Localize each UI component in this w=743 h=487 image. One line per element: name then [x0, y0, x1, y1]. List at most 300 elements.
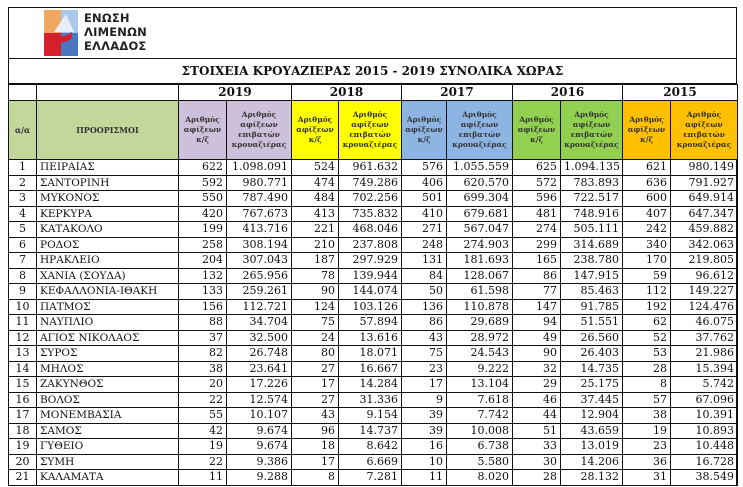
cell-2017-ships: 11 — [402, 470, 447, 486]
cell-2017-ships: 17 — [402, 377, 447, 393]
destination-name: ΜΥΚΟΝΟΣ — [37, 191, 179, 207]
row-index: 14 — [9, 361, 37, 377]
cell-2016-ships: 572 — [513, 175, 561, 191]
cell-2018-passengers: 144.074 — [339, 284, 402, 300]
cell-2016-ships: 481 — [513, 206, 561, 222]
cell-2019-passengers: 265.956 — [227, 268, 292, 284]
cell-2016-passengers: 13.019 — [561, 439, 623, 455]
row-index: 15 — [9, 377, 37, 393]
cell-2016-passengers: 28.132 — [561, 470, 623, 486]
row-index: 8 — [9, 268, 37, 284]
cell-2019-passengers: 307.043 — [227, 253, 292, 269]
cell-2016-ships: 44 — [513, 408, 561, 424]
cell-2015-passengers: 342.063 — [671, 237, 738, 253]
cell-2015-passengers: 219.805 — [671, 253, 738, 269]
cell-2016-ships: 274 — [513, 222, 561, 238]
cell-2018-passengers: 139.944 — [339, 268, 402, 284]
table-body — [9, 160, 738, 486]
cell-2015-passengers: 791.927 — [671, 175, 738, 191]
cell-2017-passengers: 7.618 — [447, 392, 513, 408]
cell-2019-passengers: 9.288 — [227, 470, 292, 486]
cell-2018-ships: 524 — [292, 160, 339, 176]
destination-name: ΖΑΚΥΝΘΟΣ — [37, 377, 179, 393]
cell-2018-passengers: 57.894 — [339, 315, 402, 331]
cell-2019-passengers: 980.771 — [227, 175, 292, 191]
cell-2019-passengers: 112.721 — [227, 299, 292, 315]
cell-2017-ships: 16 — [402, 439, 447, 455]
cell-2017-passengers: 61.598 — [447, 284, 513, 300]
cell-2017-passengers: 274.903 — [447, 237, 513, 253]
cell-2019-ships: 592 — [179, 175, 227, 191]
cell-2016-ships: 94 — [513, 315, 561, 331]
destination-name: ΝΑΥΠΛΙΟ — [37, 315, 179, 331]
destination-name: ΚΕΡΚΥΡΑ — [37, 206, 179, 222]
cell-2017-ships: 75 — [402, 346, 447, 362]
cell-2018-ships: 17 — [292, 377, 339, 393]
cell-2017-ships: 23 — [402, 361, 447, 377]
cell-2017-passengers: 6.738 — [447, 439, 513, 455]
cell-2019-passengers: 413.716 — [227, 222, 292, 238]
cell-2016-passengers: 14.735 — [561, 361, 623, 377]
row-index: 10 — [9, 299, 37, 315]
cell-2017-passengers: 620.570 — [447, 175, 513, 191]
cell-2016-passengers: 51.551 — [561, 315, 623, 331]
cell-2016-ships: 46 — [513, 392, 561, 408]
table-row — [9, 361, 738, 377]
cell-2018-passengers: 9.154 — [339, 408, 402, 424]
cell-2017-passengers: 29.689 — [447, 315, 513, 331]
cell-2018-ships: 187 — [292, 253, 339, 269]
cell-2015-passengers: 10.448 — [671, 439, 738, 455]
cell-2019-ships: 82 — [179, 346, 227, 362]
cell-2016-passengers: 14.206 — [561, 454, 623, 470]
cell-2018-ships: 18 — [292, 439, 339, 455]
cell-2019-ships: 204 — [179, 253, 227, 269]
cell-2019-ships: 88 — [179, 315, 227, 331]
cell-2018-passengers: 14.737 — [339, 423, 402, 439]
year-header-2016: 2016 — [513, 85, 623, 101]
row-index: 6 — [9, 237, 37, 253]
cell-2015-passengers: 647.347 — [671, 206, 738, 222]
table-row — [9, 299, 738, 315]
cell-2015-passengers: 5.742 — [671, 377, 738, 393]
cell-2018-ships: 413 — [292, 206, 339, 222]
cell-2018-ships: 17 — [292, 454, 339, 470]
destination-name: ΣΥΜΗ — [37, 454, 179, 470]
column-header-row — [9, 101, 738, 160]
cell-2018-ships: 80 — [292, 346, 339, 362]
cell-2015-passengers: 649.914 — [671, 191, 738, 207]
destination-name: ΓΥΘΕΙΟ — [37, 439, 179, 455]
cell-2015-ships: 19 — [623, 423, 671, 439]
destination-name: ΜΟΝΕΜΒΑΣΙΑ — [37, 408, 179, 424]
cell-2017-ships: 9 — [402, 392, 447, 408]
cell-2015-passengers: 10.893 — [671, 423, 738, 439]
row-index: 19 — [9, 439, 37, 455]
cell-2017-ships: 10 — [402, 454, 447, 470]
cell-2017-passengers: 10.008 — [447, 423, 513, 439]
cell-2015-ships: 62 — [623, 315, 671, 331]
destination-name: ΣΑΜΟΣ — [37, 423, 179, 439]
cell-2016-passengers: 43.659 — [561, 423, 623, 439]
destination-name: ΠΕΙΡΑΙΑΣ — [37, 160, 179, 176]
cell-2018-ships: 96 — [292, 423, 339, 439]
row-index: 21 — [9, 470, 37, 486]
cell-2015-passengers: 67.096 — [671, 392, 738, 408]
logo — [44, 10, 169, 56]
cell-2015-ships: 340 — [623, 237, 671, 253]
cell-2019-ships: 420 — [179, 206, 227, 222]
cell-2018-passengers: 735.832 — [339, 206, 402, 222]
cell-2019-passengers: 23.641 — [227, 361, 292, 377]
cell-2015-passengers: 37.762 — [671, 330, 738, 346]
cell-2015-ships: 36 — [623, 454, 671, 470]
cell-2019-ships: 20 — [179, 377, 227, 393]
cell-2019-passengers: 259.261 — [227, 284, 292, 300]
cell-2018-passengers: 13.616 — [339, 330, 402, 346]
cell-2019-ships: 199 — [179, 222, 227, 238]
table-row — [9, 253, 738, 269]
cell-2016-ships: 86 — [513, 268, 561, 284]
logo-line-3: ΕΛΛΑΔΟΣ — [84, 39, 147, 53]
table-row — [9, 470, 738, 486]
cell-2017-ships: 501 — [402, 191, 447, 207]
cell-2015-ships: 57 — [623, 392, 671, 408]
cell-2018-passengers: 14.284 — [339, 377, 402, 393]
cell-2018-passengers: 6.669 — [339, 454, 402, 470]
cell-2017-passengers: 110.878 — [447, 299, 513, 315]
cell-2019-ships: 55 — [179, 408, 227, 424]
cell-2019-passengers: 9.386 — [227, 454, 292, 470]
cell-2015-passengers: 46.075 — [671, 315, 738, 331]
year-header-blank-dest — [37, 85, 179, 101]
destination-name: ΒΟΛΟΣ — [37, 392, 179, 408]
cell-2015-ships: 23 — [623, 439, 671, 455]
header-2017-ships: Αριθμός αφίξεων κ/ζ — [402, 101, 447, 160]
cell-2015-ships: 38 — [623, 408, 671, 424]
cell-2019-ships: 258 — [179, 237, 227, 253]
cell-2015-ships: 112 — [623, 284, 671, 300]
table-row — [9, 408, 738, 424]
cell-2018-ships: 43 — [292, 408, 339, 424]
cell-2017-passengers: 28.972 — [447, 330, 513, 346]
cell-2018-passengers: 16.667 — [339, 361, 402, 377]
cell-2016-passengers: 748.916 — [561, 206, 623, 222]
cell-2018-passengers: 103.126 — [339, 299, 402, 315]
cell-2019-passengers: 9.674 — [227, 423, 292, 439]
destination-name: ΡΟΔΟΣ — [37, 237, 179, 253]
page-title: ΣΤΟΙΧΕΙΑ ΚΡΟΥΑΖΙΕΡΑΣ 2015 - 2019 ΣΥΝΟΛΙΚΑ ΧΩΡΑΣ — [8, 59, 737, 84]
table-row — [9, 454, 738, 470]
cell-2016-passengers: 12.904 — [561, 408, 623, 424]
cell-2015-passengers: 96.612 — [671, 268, 738, 284]
cell-2019-passengers: 787.490 — [227, 191, 292, 207]
header-2016-ships: Αριθμός αφίξεων κ/ζ — [513, 101, 561, 160]
cell-2016-ships: 51 — [513, 423, 561, 439]
cell-2016-passengers: 26.403 — [561, 346, 623, 362]
cell-2017-passengers: 567.047 — [447, 222, 513, 238]
cell-2018-ships: 210 — [292, 237, 339, 253]
cell-2019-passengers: 34.704 — [227, 315, 292, 331]
cell-2017-passengers: 24.543 — [447, 346, 513, 362]
cell-2016-ships: 30 — [513, 454, 561, 470]
cell-2017-ships: 86 — [402, 315, 447, 331]
row-index: 18 — [9, 423, 37, 439]
cell-2016-passengers: 37.445 — [561, 392, 623, 408]
cell-2017-passengers: 5.580 — [447, 454, 513, 470]
cell-2016-ships: 33 — [513, 439, 561, 455]
table-row — [9, 284, 738, 300]
cell-2017-ships: 131 — [402, 253, 447, 269]
cell-2015-ships: 621 — [623, 160, 671, 176]
cell-2015-passengers: 38.549 — [671, 470, 738, 486]
year-header-2018: 2018 — [292, 85, 402, 101]
destination-name: ΚΑΤΑΚΟΛΟ — [37, 222, 179, 238]
cell-2016-passengers: 314.689 — [561, 237, 623, 253]
cell-2015-passengers: 124.476 — [671, 299, 738, 315]
cell-2016-ships: 299 — [513, 237, 561, 253]
cell-2018-passengers: 297.929 — [339, 253, 402, 269]
cell-2017-passengers: 679.681 — [447, 206, 513, 222]
cell-2019-ships: 42 — [179, 423, 227, 439]
cell-2019-ships: 132 — [179, 268, 227, 284]
cell-2018-passengers: 961.632 — [339, 160, 402, 176]
table-row — [9, 222, 738, 238]
row-index: 9 — [9, 284, 37, 300]
cell-2018-ships: 474 — [292, 175, 339, 191]
row-index: 4 — [9, 206, 37, 222]
cell-2015-passengers: 459.882 — [671, 222, 738, 238]
cell-2016-ships: 28 — [513, 470, 561, 486]
destination-name: ΜΗΛΟΣ — [37, 361, 179, 377]
cell-2017-ships: 271 — [402, 222, 447, 238]
cell-2017-ships: 136 — [402, 299, 447, 315]
destination-name: ΚΕΦΑΛΛΟΝΙΑ-ΙΘΑΚΗ — [37, 284, 179, 300]
row-index: 16 — [9, 392, 37, 408]
cell-2018-ships: 27 — [292, 361, 339, 377]
cell-2017-passengers: 8.020 — [447, 470, 513, 486]
cell-2017-passengers: 699.304 — [447, 191, 513, 207]
cell-2018-passengers: 7.281 — [339, 470, 402, 486]
cell-2019-passengers: 17.226 — [227, 377, 292, 393]
header-2015-ships: Αριθμός αφίξεων κ/ζ — [623, 101, 671, 160]
cell-2016-passengers: 91.785 — [561, 299, 623, 315]
cell-2016-passengers: 1.094.135 — [561, 160, 623, 176]
cell-2015-ships: 52 — [623, 330, 671, 346]
cell-2018-passengers: 702.256 — [339, 191, 402, 207]
logo-area — [8, 7, 737, 59]
header-2018-passengers: Αριθμός αφίξεων επιβατών κρουαζιέρας — [339, 101, 402, 160]
cell-2019-passengers: 32.500 — [227, 330, 292, 346]
cell-2015-ships: 53 — [623, 346, 671, 362]
cell-2019-ships: 550 — [179, 191, 227, 207]
destination-name: ΣΑΝΤΟΡΙΝΗ — [37, 175, 179, 191]
table-row — [9, 392, 738, 408]
table-row — [9, 330, 738, 346]
table-row — [9, 206, 738, 222]
table-row — [9, 268, 738, 284]
header-aa: α/α — [9, 101, 37, 160]
cell-2018-ships: 484 — [292, 191, 339, 207]
row-index: 1 — [9, 160, 37, 176]
table-row — [9, 377, 738, 393]
cruise-statistics-table — [8, 84, 738, 486]
cell-2017-passengers: 1.055.559 — [447, 160, 513, 176]
row-index: 11 — [9, 315, 37, 331]
cell-2019-passengers: 308.194 — [227, 237, 292, 253]
cell-2017-ships: 410 — [402, 206, 447, 222]
cell-2015-ships: 31 — [623, 470, 671, 486]
header-2019-ships: Αριθμός αφίξεων κ/ζ — [179, 101, 227, 160]
cell-2016-ships: 596 — [513, 191, 561, 207]
cell-2017-passengers: 181.693 — [447, 253, 513, 269]
table-row — [9, 346, 738, 362]
cell-2019-passengers: 9.674 — [227, 439, 292, 455]
cell-2019-passengers: 26.748 — [227, 346, 292, 362]
cell-2016-passengers: 85.463 — [561, 284, 623, 300]
cell-2015-passengers: 10.391 — [671, 408, 738, 424]
cell-2015-ships: 59 — [623, 268, 671, 284]
cell-2017-passengers: 7.742 — [447, 408, 513, 424]
cell-2018-passengers: 237.808 — [339, 237, 402, 253]
table-row — [9, 439, 738, 455]
cell-2015-ships: 28 — [623, 361, 671, 377]
cell-2018-passengers: 468.046 — [339, 222, 402, 238]
cell-2018-ships: 90 — [292, 284, 339, 300]
year-header-row — [9, 85, 738, 101]
header-2016-passengers: Αριθμός αφίξεων επιβατών κρουαζιέρας — [561, 101, 623, 160]
table-row — [9, 315, 738, 331]
cell-2015-ships: 600 — [623, 191, 671, 207]
cell-2016-ships: 29 — [513, 377, 561, 393]
year-header-2017: 2017 — [402, 85, 513, 101]
cell-2019-passengers: 767.673 — [227, 206, 292, 222]
cell-2015-passengers: 16.728 — [671, 454, 738, 470]
logo-line-1: ΕΝΩΣΗ — [84, 11, 130, 25]
cell-2019-passengers: 10.107 — [227, 408, 292, 424]
cell-2019-ships: 622 — [179, 160, 227, 176]
cell-2017-passengers: 13.104 — [447, 377, 513, 393]
cell-2018-passengers: 18.071 — [339, 346, 402, 362]
cell-2016-ships: 49 — [513, 330, 561, 346]
cell-2017-passengers: 9.222 — [447, 361, 513, 377]
cell-2015-passengers: 15.394 — [671, 361, 738, 377]
logo-text — [84, 11, 147, 53]
cell-2016-ships: 165 — [513, 253, 561, 269]
cell-2019-ships: 19 — [179, 439, 227, 455]
destination-name: ΣΥΡΟΣ — [37, 346, 179, 362]
cell-2018-ships: 78 — [292, 268, 339, 284]
destination-name: ΚΑΛΑΜΑΤΑ — [37, 470, 179, 486]
cell-2017-ships: 39 — [402, 408, 447, 424]
cell-2015-ships: 242 — [623, 222, 671, 238]
cell-2015-ships: 8 — [623, 377, 671, 393]
cell-2018-passengers: 31.336 — [339, 392, 402, 408]
cell-2018-ships: 8 — [292, 470, 339, 486]
cell-2016-ships: 625 — [513, 160, 561, 176]
row-index: 7 — [9, 253, 37, 269]
row-index: 5 — [9, 222, 37, 238]
cell-2016-ships: 147 — [513, 299, 561, 315]
year-header-2019: 2019 — [179, 85, 292, 101]
header-2018-ships: Αριθμός αφίξεων κ/ζ — [292, 101, 339, 160]
cell-2015-ships: 170 — [623, 253, 671, 269]
table-row — [9, 191, 738, 207]
cell-2016-passengers: 26.560 — [561, 330, 623, 346]
row-index: 17 — [9, 408, 37, 424]
cell-2017-ships: 248 — [402, 237, 447, 253]
cell-2016-ships: 77 — [513, 284, 561, 300]
cell-2015-ships: 407 — [623, 206, 671, 222]
cell-2018-ships: 75 — [292, 315, 339, 331]
destination-name: ΗΡΑΚΛΕΙΟ — [37, 253, 179, 269]
cell-2016-ships: 32 — [513, 361, 561, 377]
cell-2017-ships: 576 — [402, 160, 447, 176]
cell-2018-ships: 24 — [292, 330, 339, 346]
row-index: 12 — [9, 330, 37, 346]
cell-2019-ships: 156 — [179, 299, 227, 315]
cell-2019-passengers: 12.574 — [227, 392, 292, 408]
table-row — [9, 160, 738, 176]
row-index: 2 — [9, 175, 37, 191]
row-index: 20 — [9, 454, 37, 470]
cell-2015-passengers: 980.149 — [671, 160, 738, 176]
header-2015-passengers: Αριθμός αφίξεων επιβατών κρουαζιέρας — [671, 101, 738, 160]
cell-2017-ships: 50 — [402, 284, 447, 300]
cell-2016-ships: 90 — [513, 346, 561, 362]
cell-2019-ships: 37 — [179, 330, 227, 346]
header-2019-passengers: Αριθμός αφίξεων επιβατών κρουαζιέρας — [227, 101, 292, 160]
cell-2016-passengers: 722.517 — [561, 191, 623, 207]
cell-2015-ships: 636 — [623, 175, 671, 191]
header-destinations: ΠΡΟΟΡΙΣΜΟΙ — [37, 101, 179, 160]
cell-2019-ships: 11 — [179, 470, 227, 486]
cell-2016-passengers: 238.780 — [561, 253, 623, 269]
cell-2019-ships: 22 — [179, 454, 227, 470]
cell-2015-passengers: 21.986 — [671, 346, 738, 362]
cell-2018-passengers: 749.286 — [339, 175, 402, 191]
cell-2018-ships: 27 — [292, 392, 339, 408]
table-row — [9, 237, 738, 253]
cell-2017-passengers: 128.067 — [447, 268, 513, 284]
cell-2015-passengers: 149.227 — [671, 284, 738, 300]
cell-2016-passengers: 783.893 — [561, 175, 623, 191]
cell-2016-passengers: 25.175 — [561, 377, 623, 393]
cell-2017-ships: 406 — [402, 175, 447, 191]
cell-2019-ships: 133 — [179, 284, 227, 300]
cell-2019-ships: 22 — [179, 392, 227, 408]
year-header-2015: 2015 — [623, 85, 738, 101]
cell-2019-passengers: 1.098.091 — [227, 160, 292, 176]
cell-2017-ships: 84 — [402, 268, 447, 284]
cell-2017-ships: 43 — [402, 330, 447, 346]
row-index: 13 — [9, 346, 37, 362]
destination-name: ΠΑΤΜΟΣ — [37, 299, 179, 315]
cell-2016-passengers: 147.915 — [561, 268, 623, 284]
cell-2018-ships: 221 — [292, 222, 339, 238]
destination-name: ΑΓΙΟΣ ΝΙΚΟΛΑΟΣ — [37, 330, 179, 346]
year-header-blank-aa — [9, 85, 37, 101]
logo-mark-icon — [44, 10, 78, 56]
row-index: 3 — [9, 191, 37, 207]
cell-2019-ships: 38 — [179, 361, 227, 377]
table-row — [9, 423, 738, 439]
destination-name: ΧΑΝΙΑ (ΣΟΥΔΑ) — [37, 268, 179, 284]
cell-2015-ships: 192 — [623, 299, 671, 315]
table-row — [9, 175, 738, 191]
logo-line-2: ΛΙΜΕΝΩΝ — [84, 25, 147, 39]
cell-2018-passengers: 8.642 — [339, 439, 402, 455]
